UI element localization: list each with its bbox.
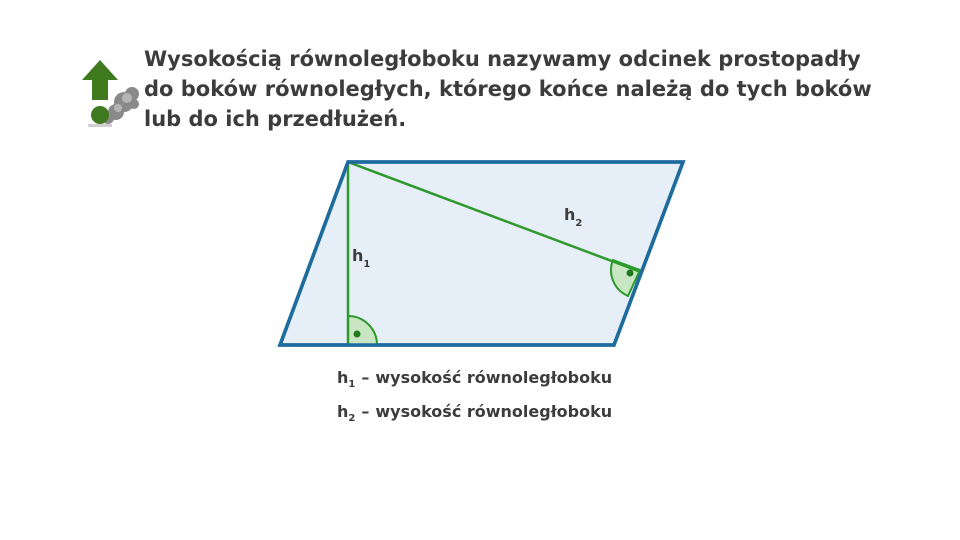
- legend-dash: –: [361, 368, 370, 387]
- legend-text-h2: wysokość równoległoboku: [375, 402, 613, 421]
- label-h1: $h_1$: [352, 246, 371, 270]
- legend-row-h1: [337, 366, 612, 400]
- label-h2: $h_2$: [564, 205, 583, 229]
- legend: [337, 366, 612, 434]
- legend-row-h2: [337, 400, 612, 434]
- legend-text-h1: wysokość równoległoboku: [375, 368, 613, 387]
- legend-dash: –: [361, 402, 370, 421]
- legend-symbol-h1: $h_1$: [337, 368, 356, 390]
- definition-line-2: do boków równoległych, którego końce należą do tych boków: [144, 77, 872, 101]
- definition-line-3: lub do ich przedłużeń.: [144, 107, 407, 131]
- legend-symbol-h2: $h_2$: [337, 402, 356, 424]
- definition-line-1: Wysokością równoległoboku nazywamy odcinek prostopadły: [144, 47, 861, 71]
- right-angle-dot-h2: [627, 270, 634, 277]
- right-angle-dot-h1: [354, 331, 361, 338]
